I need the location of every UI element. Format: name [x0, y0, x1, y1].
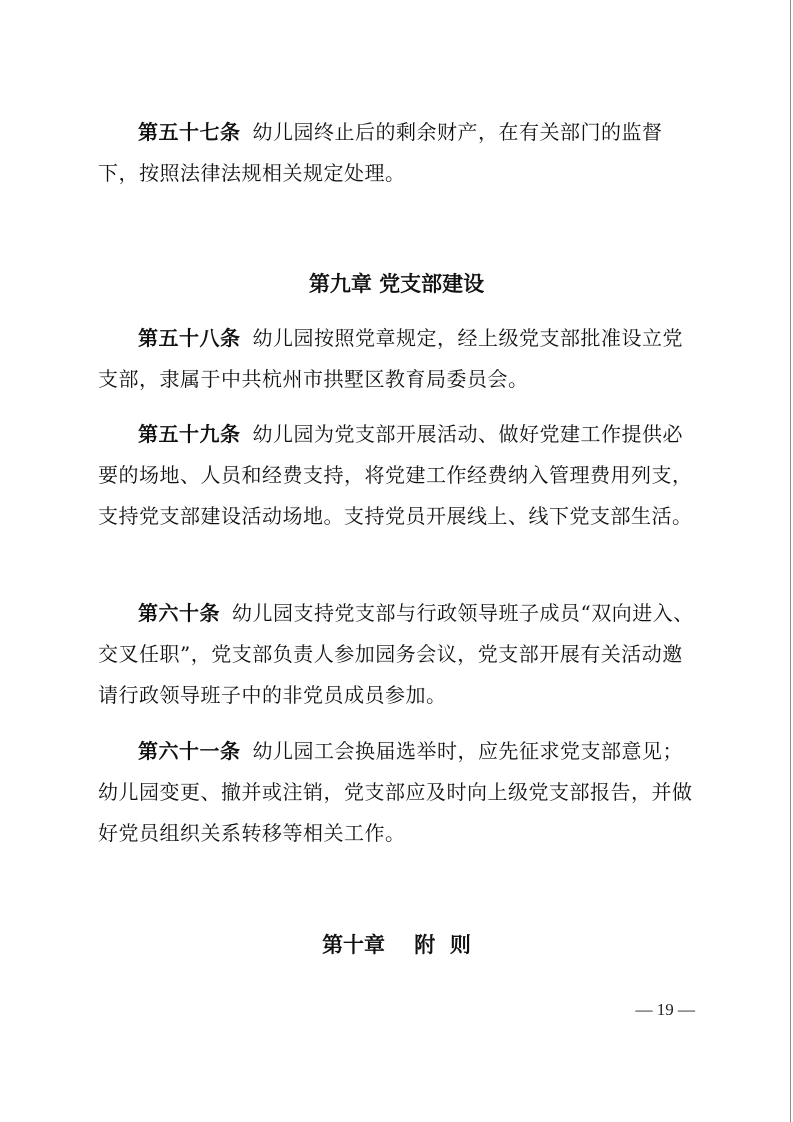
article-61 [98, 731, 702, 854]
article-57 [98, 112, 702, 194]
article-59 [98, 414, 702, 537]
article-57-text: 幼儿园终止后的剩余财产，在有关部门的监督下，按照法律法规相关规定处理。 [98, 120, 663, 185]
article-59-text: 幼儿园为党支部开展活动、做好党建工作提供必要的场地、人员和经费支持，将党建工作经费纳入管理费用列支，支持党支部建设活动场地。支持党员开展线上、线下党支部生活。 [98, 422, 693, 528]
article-61-label: 第六十一条 [138, 739, 241, 763]
chapter-9-heading: 第九章 党支部建设 [308, 272, 485, 296]
article-57-label: 第五十七条 [138, 120, 241, 144]
article-60 [98, 593, 702, 716]
article-58 [98, 318, 702, 400]
article-60-label: 第六十条 [138, 601, 220, 625]
article-58-text: 幼儿园按照党章规定，经上级党支部批准设立党支部，隶属于中共杭州市拱墅区教育局委员会。 [98, 326, 683, 391]
article-60-text: 幼儿园支持党支部与行政领导班子成员“双向进入、交叉任职”，党支部负责人参加园务会议，党支部开展有关活动邀请行政领导班子中的非党员成员参加。 [98, 601, 694, 707]
chapter-10-heading: 第十章 附 则 [322, 933, 471, 957]
page-number: — 19 — [635, 1000, 695, 1019]
article-59-label: 第五十九条 [138, 422, 241, 446]
article-58-label: 第五十八条 [138, 326, 241, 350]
article-61-text: 幼儿园工会换届选举时，应先征求党支部意见；幼儿园变更、撤并或注销，党支部应及时向上级党支部报告，并做好党员组织关系转移等相关工作。 [98, 739, 693, 845]
